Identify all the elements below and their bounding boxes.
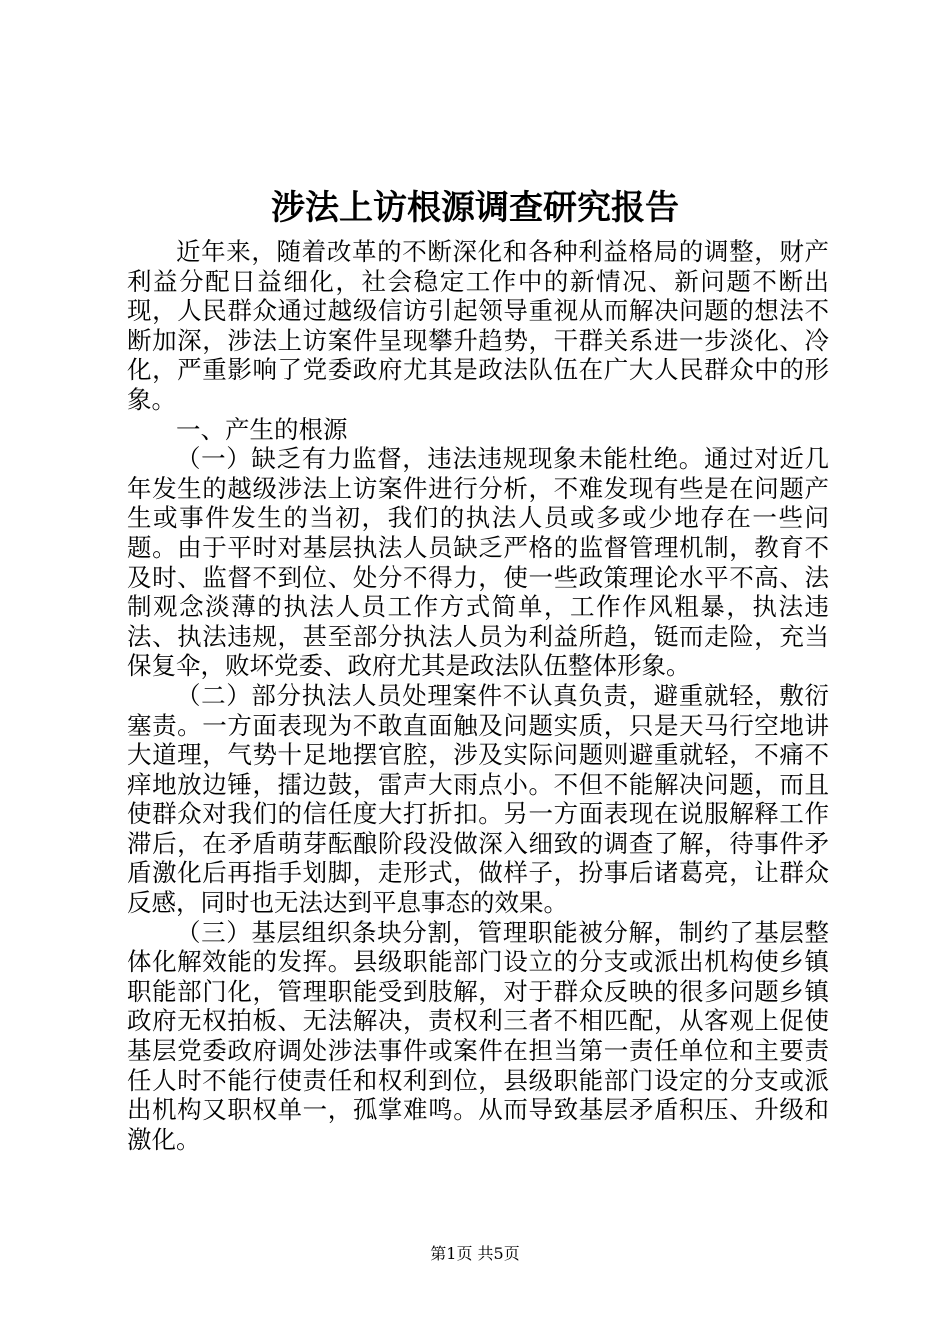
point-three-paragraph: （三）基层组织条块分割，管理职能被分解，制约了基层整体化解效能的发挥。县级职能部门设立的分支或派出机构使乡镇职能部门化，管理职能受到肢解，对于群众反映的很多问题乡镇政府无权拍板、无法解决，责权利三者不相匹配，从客观上促使基层党委政府调处涉法事件或案件在担当第一责任单位和主要责任人时不能行使责任和权利到位，县级职能部门设定的分支或派出机构又职权单一，孤掌难鸣。从而导致基层矛盾积压、升级和激化。 — [127, 917, 829, 1154]
page-footer: 第1页 共5页 — [430, 1244, 520, 1263]
point-two-paragraph: （二）部分执法人员处理案件不认真负责，避重就轻，敷衍塞责。一方面表现为不敢直面触及问题实质，只是天马行空地讲大道理，气势十足地摆官腔，涉及实际问题则避重就轻，不痛不痒地放边锤，擂边鼓，雷声大雨点小。不但不能解决问题，而且使群众对我们的信任度大打折扣。另一方面表现在说服解释工作滞后，在矛盾萌芽酝酿阶段没做深入细致的调查了解，待事件矛盾激化后再指手划脚，走形式，做样子，扮事后诸葛亮，让群众反感，同时也无法达到平息事态的效果。 — [127, 680, 829, 918]
point-one-paragraph: （一）缺乏有力监督，违法违规现象未能杜绝。通过对近几年发生的越级涉法上访案件进行分析，不难发现有些是在问题产生或事件发生的当初，我们的执法人员或多或少地存在一些问题。由于平时对基层执法人员缺乏严格的监督管理机制，教育不及时、监督不到位、处分不得力，使一些政策理论水平不高、法制观念淡薄的执法人员工作方式简单，工作作风粗暴，执法违法、执法违规，甚至部分执法人员为利益所趋，铤而走险，充当保复伞，败坏党委、政府尤其是政法队伍整体形象。 — [127, 444, 829, 681]
section-heading: 一、产生的根源 — [176, 414, 348, 444]
document-title: 涉法上访根源调查研究报告 — [271, 188, 679, 228]
document-body — [127, 237, 829, 1154]
intro-paragraph: 近年来，随着改革的不断深化和各种利益格局的调整，财产利益分配日益细化，社会稳定工作中的新情况、新问题不断出现，人民群众通过越级信访引起领导重视从而解决问题的想法不断加深，涉法上访案件呈现攀升趋势，干群关系进一步淡化、冷化，严重影响了党委政府尤其是政法队伍在广大人民群众中的形象。 — [127, 237, 829, 414]
